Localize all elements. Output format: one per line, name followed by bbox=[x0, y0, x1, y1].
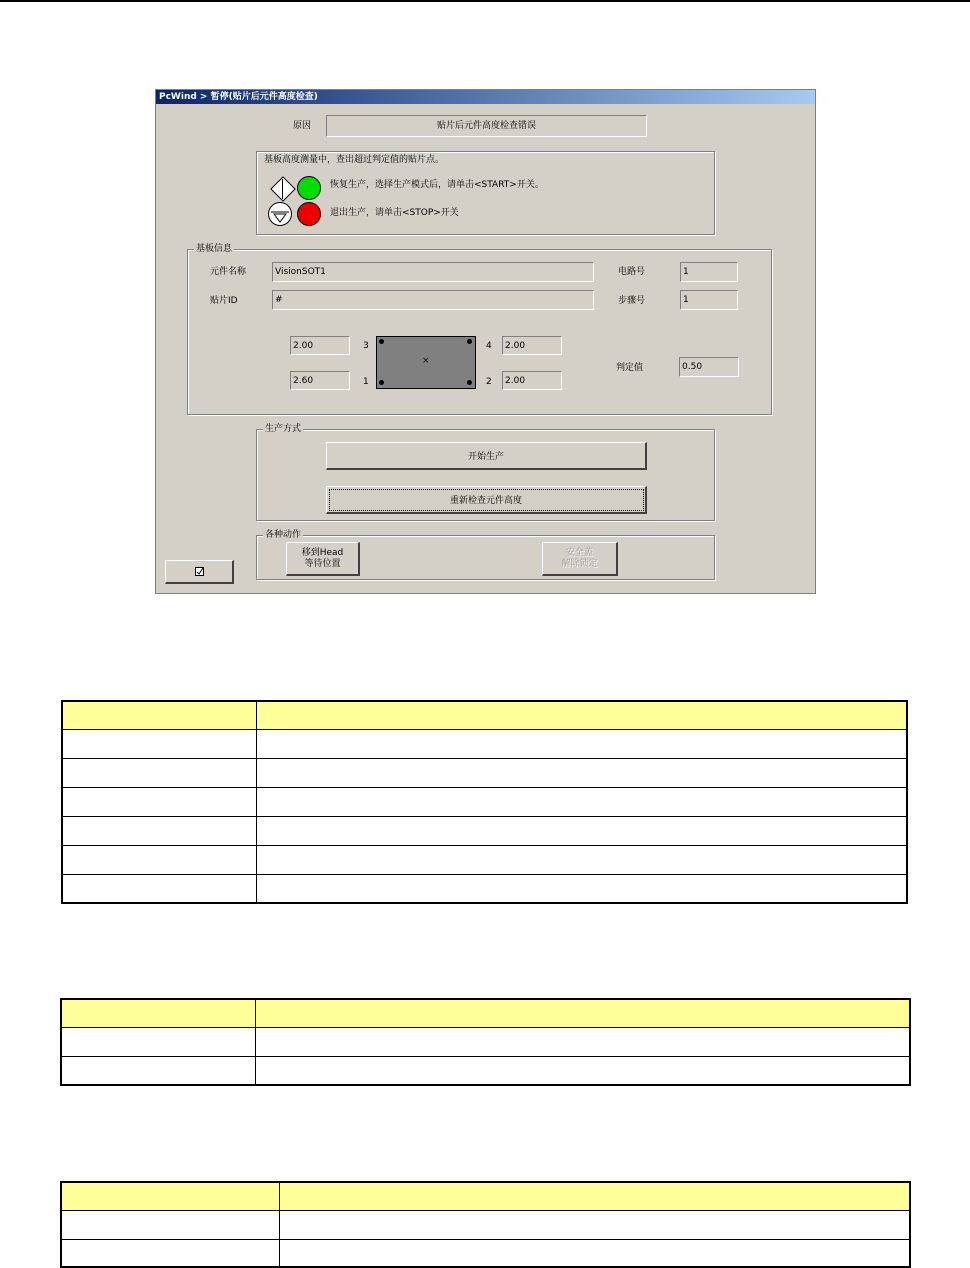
stop-triangle-icon bbox=[268, 202, 292, 226]
message-text: 基板高度测量中，查出超过判定值的贴片点。 bbox=[264, 155, 445, 165]
mount-id-label: 贴片ID bbox=[210, 296, 238, 306]
corner-dot bbox=[379, 380, 384, 385]
production-mode-legend: 生产方式 bbox=[265, 424, 302, 434]
table-header-cell bbox=[61, 999, 255, 1027]
checkbox-icon bbox=[195, 567, 204, 576]
table-1 bbox=[61, 700, 908, 904]
corner-dot bbox=[467, 380, 472, 385]
page-top-rule bbox=[0, 0, 970, 2]
table-header-cell bbox=[62, 701, 256, 729]
recheck-height-button[interactable]: 重新检查元件高度 bbox=[326, 486, 647, 514]
dialog-title: PcWind > 暂停(贴片后元件高度检查) bbox=[156, 90, 815, 104]
reason-field: 贴片后元件高度检查错误 bbox=[326, 115, 647, 137]
corner2-field: 2.00 bbox=[502, 371, 562, 390]
table-row bbox=[61, 1239, 910, 1267]
move-head-button[interactable]: 移到Head 等待位置 bbox=[286, 542, 360, 576]
corner3-label: 3 bbox=[363, 341, 369, 351]
table-row bbox=[62, 758, 907, 787]
mount-id-field: # bbox=[272, 290, 594, 310]
table-row bbox=[61, 1056, 910, 1085]
circuit-no-field: 1 bbox=[680, 262, 738, 282]
start-production-button[interactable]: 开始生产 bbox=[326, 442, 647, 470]
green-status-icon bbox=[297, 176, 321, 200]
board-center-mark: × bbox=[422, 356, 430, 366]
table-row bbox=[61, 1210, 910, 1239]
table-row bbox=[62, 816, 907, 845]
board-diagram bbox=[376, 336, 476, 389]
pause-dialog bbox=[155, 89, 816, 594]
table-2 bbox=[60, 998, 911, 1086]
board-info-legend: 基板信息 bbox=[196, 244, 233, 254]
table-header-cell bbox=[255, 999, 910, 1027]
table-header-cell bbox=[256, 701, 907, 729]
corner4-label: 4 bbox=[486, 341, 492, 351]
table-row bbox=[62, 729, 907, 758]
red-status-icon bbox=[297, 202, 321, 226]
reason-label: 原因 bbox=[293, 121, 312, 131]
table-row bbox=[62, 874, 907, 903]
circuit-no-label: 电路号 bbox=[618, 267, 646, 277]
table-row bbox=[62, 845, 907, 874]
aux-actions-legend: 各种动作 bbox=[265, 530, 302, 540]
table-row bbox=[61, 1027, 910, 1056]
judge-field: 0.50 bbox=[679, 357, 739, 377]
corner3-field: 2.00 bbox=[290, 336, 350, 355]
step-no-field: 1 bbox=[680, 290, 738, 310]
corner-dot bbox=[379, 339, 384, 344]
table-header-cell bbox=[279, 1182, 910, 1210]
judge-label: 判定值 bbox=[616, 363, 644, 373]
corner2-label: 2 bbox=[486, 377, 492, 387]
corner4-field: 2.00 bbox=[502, 336, 562, 355]
corner1-field: 2.60 bbox=[290, 371, 350, 390]
corner1-label: 1 bbox=[363, 377, 369, 387]
exit-instruction: 退出生产，请单击<STOP>开关 bbox=[330, 208, 459, 218]
table-header-cell bbox=[61, 1182, 279, 1210]
start-diamond-icon bbox=[270, 176, 296, 202]
part-name-label: 元件名称 bbox=[210, 267, 247, 277]
table-3 bbox=[60, 1181, 911, 1268]
corner-dot bbox=[467, 339, 472, 344]
part-name-field: VisionSOT1 bbox=[272, 262, 594, 282]
resume-instruction: 恢复生产，选择生产模式后，请单击<START>开关。 bbox=[330, 180, 544, 190]
safety-cover-unlock-button[interactable]: 安全盖 解除锁定 bbox=[542, 542, 618, 576]
step-no-label: 步骤号 bbox=[618, 296, 646, 306]
corner-action-button[interactable] bbox=[165, 560, 234, 584]
table-row bbox=[62, 787, 907, 816]
